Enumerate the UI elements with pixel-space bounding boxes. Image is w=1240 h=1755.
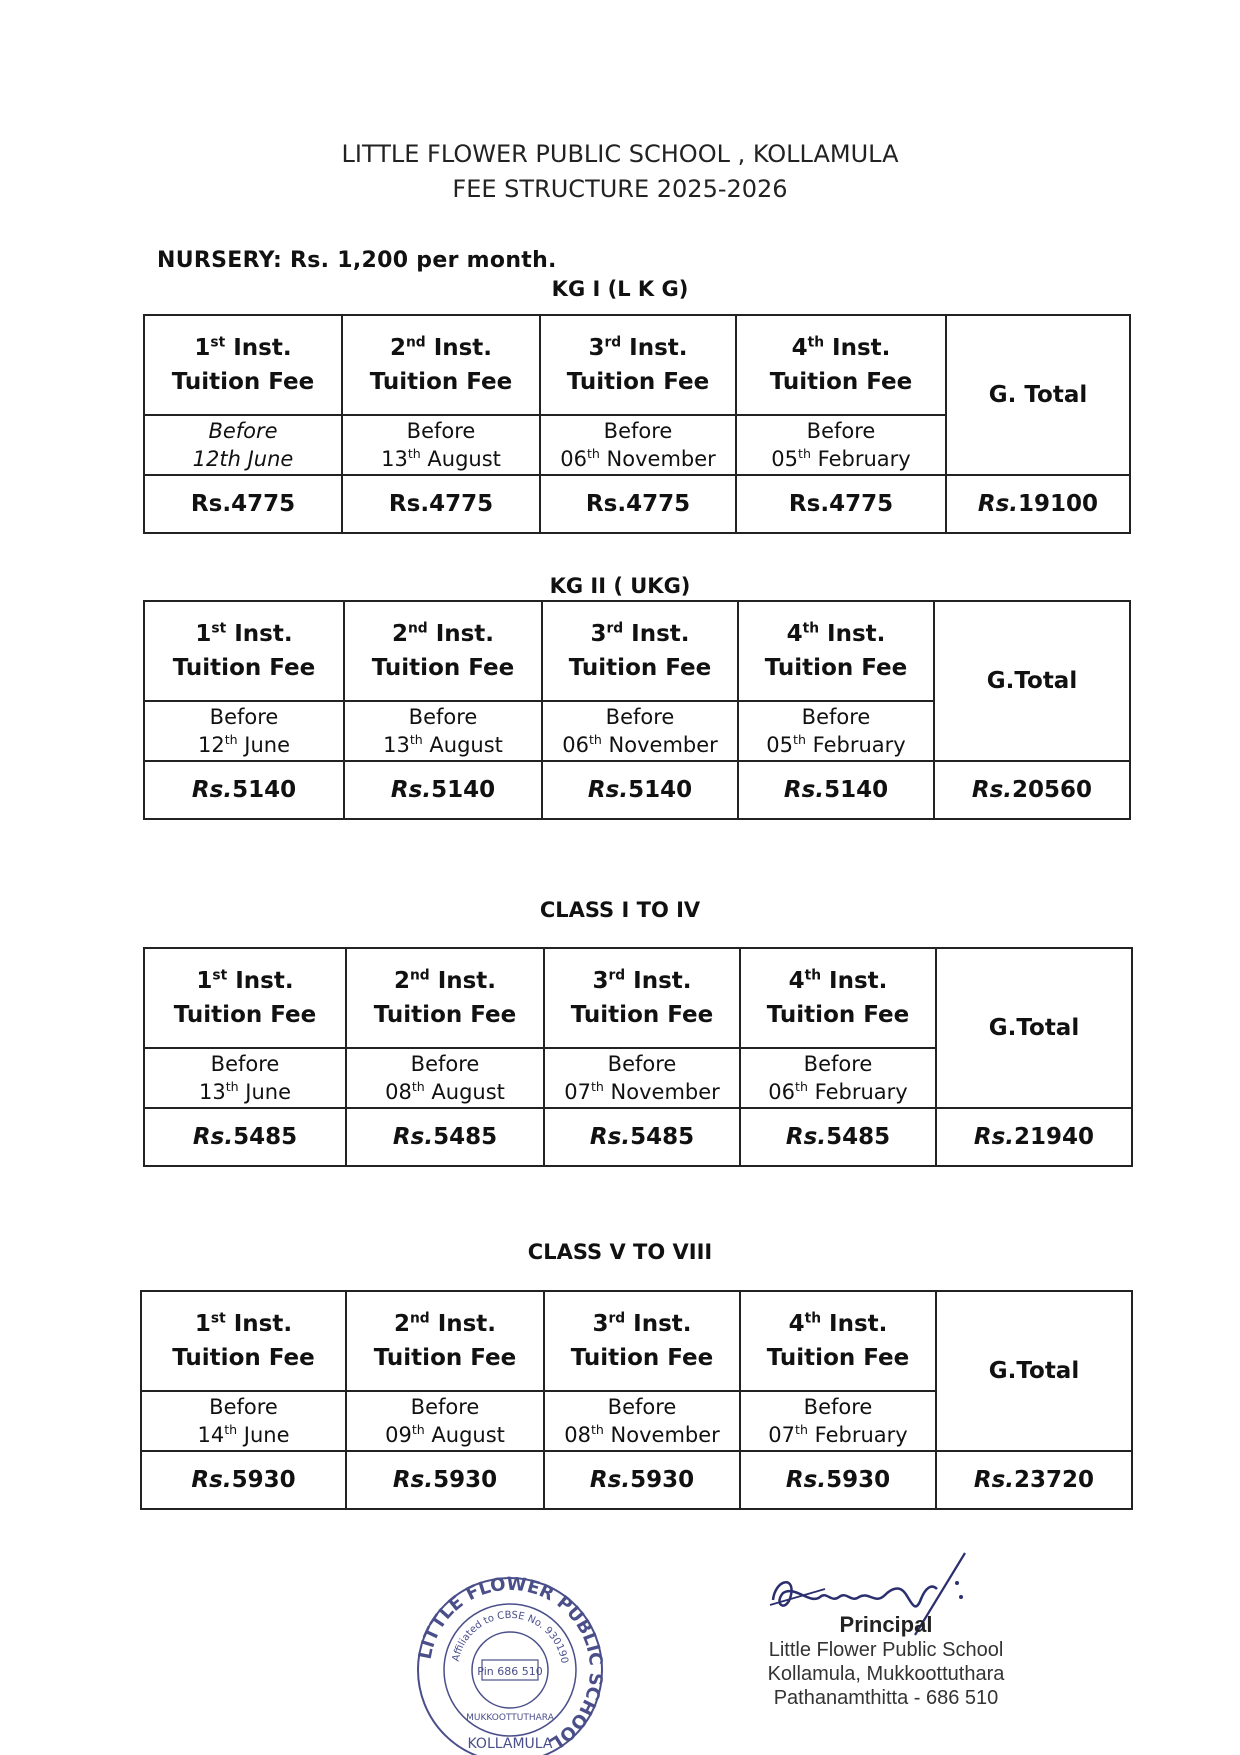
inst-number: 2 bbox=[393, 968, 410, 994]
inst-label: Inst. bbox=[829, 968, 888, 994]
installment-amount bbox=[542, 761, 738, 819]
school-name: LITTLE FLOWER PUBLIC SCHOOL , KOLLAMULA bbox=[341, 140, 899, 168]
inst-number: 4 bbox=[791, 335, 808, 361]
amount-value: 4775 bbox=[429, 491, 494, 517]
inst-ordinal: th bbox=[804, 967, 822, 984]
tuition-fee-label: Tuition Fee bbox=[566, 369, 710, 395]
before-label: Before bbox=[603, 419, 673, 443]
installment-amount bbox=[540, 475, 736, 533]
installment-header bbox=[544, 948, 740, 1048]
inst-number: 1 bbox=[194, 1311, 211, 1337]
installment-header bbox=[740, 948, 936, 1048]
installment-header bbox=[144, 315, 342, 415]
installment-amount bbox=[342, 475, 540, 533]
installment-amount bbox=[544, 1108, 740, 1166]
tuition-fee-label: Tuition Fee bbox=[172, 655, 316, 681]
currency-prefix: Rs. bbox=[390, 777, 432, 803]
currency-prefix: Rs. bbox=[192, 1124, 234, 1150]
before-label: Before bbox=[410, 1052, 480, 1076]
due-day: 13 bbox=[198, 1080, 226, 1104]
tuition-fee-label: Tuition Fee bbox=[373, 1345, 517, 1371]
installment-amount bbox=[738, 761, 934, 819]
inst-label: Inst. bbox=[827, 621, 886, 647]
before-label: Before bbox=[210, 1052, 280, 1076]
before-label: Before bbox=[209, 1395, 278, 1419]
inst-label: Inst. bbox=[437, 1311, 497, 1337]
inst-number: 4 bbox=[788, 968, 805, 994]
due-day: 14 bbox=[197, 1423, 225, 1447]
currency-prefix: Rs. bbox=[587, 777, 629, 803]
tuition-fee-label: Tuition Fee bbox=[568, 655, 712, 681]
fee-table bbox=[143, 314, 1131, 534]
due-month: June bbox=[247, 447, 294, 471]
due-date bbox=[738, 701, 934, 761]
seal-pin: Pin 686 510 bbox=[477, 1665, 543, 1678]
inst-label: Inst. bbox=[829, 1311, 888, 1337]
before-label: Before bbox=[605, 705, 675, 729]
seal-base-text: KOLLAMULA bbox=[467, 1736, 553, 1752]
installment-header bbox=[342, 315, 540, 415]
inst-ordinal: rd bbox=[608, 967, 626, 984]
due-day-suffix: th bbox=[409, 732, 423, 747]
amount-value: 5930 bbox=[826, 1467, 891, 1493]
section-title: KG II ( UKG) bbox=[549, 574, 691, 598]
grand-total-header: G.Total bbox=[934, 601, 1130, 761]
inst-ordinal: nd bbox=[409, 967, 430, 984]
school-seal-stamp bbox=[410, 1570, 610, 1755]
due-month: November bbox=[610, 1080, 720, 1104]
before-label: Before bbox=[607, 1052, 677, 1076]
seal-bottom-text: MUKKOOTTUTHARA bbox=[466, 1713, 554, 1723]
tuition-fee-label: Tuition Fee bbox=[570, 1002, 714, 1028]
due-day: 13 bbox=[381, 447, 408, 471]
amount-value: 4775 bbox=[626, 491, 691, 517]
due-day-suffix: th bbox=[795, 1079, 808, 1094]
inst-ordinal: rd bbox=[606, 620, 624, 637]
due-day-suffix: th bbox=[590, 1079, 604, 1094]
due-date bbox=[342, 415, 540, 475]
due-date bbox=[346, 1391, 544, 1451]
before-label: Before bbox=[801, 705, 871, 729]
before-label: Before bbox=[803, 1395, 873, 1419]
installment-header bbox=[740, 1291, 936, 1391]
amount-value: 5930 bbox=[433, 1467, 498, 1493]
due-day-suffix: th bbox=[590, 1422, 604, 1437]
principal-title: Principal bbox=[839, 1612, 933, 1637]
inst-label: Inst. bbox=[832, 335, 891, 361]
svg-text:LITTLE FLOWER PUBLIC SCHOOL bbox=[415, 1574, 606, 1754]
due-day: 05 bbox=[766, 733, 794, 757]
installment-amount bbox=[344, 761, 542, 819]
due-day: 05 bbox=[771, 447, 799, 471]
before-label: Before bbox=[607, 1395, 677, 1419]
inst-ordinal: st bbox=[210, 334, 226, 351]
currency-prefix: Rs. bbox=[388, 491, 430, 517]
currency-prefix: Rs. bbox=[191, 777, 233, 803]
currency-prefix: Rs. bbox=[190, 491, 232, 517]
due-date bbox=[544, 1391, 740, 1451]
fee-structure-title: FEE STRUCTURE 2025-2026 bbox=[452, 175, 788, 203]
due-month: February bbox=[814, 1423, 908, 1447]
due-month: June bbox=[245, 1080, 292, 1104]
due-day-suffix: th bbox=[407, 446, 421, 461]
currency-prefix: Rs. bbox=[589, 1124, 631, 1150]
section-title: CLASS V TO VIII bbox=[527, 1240, 713, 1264]
due-day-suffix: th bbox=[795, 1422, 808, 1437]
currency-prefix: Rs. bbox=[585, 491, 627, 517]
total-value: 19100 bbox=[1018, 491, 1099, 517]
amount-value: 5930 bbox=[231, 1467, 296, 1493]
currency-prefix: Rs. bbox=[977, 491, 1019, 517]
amount-value: 4775 bbox=[231, 491, 296, 517]
currency-prefix: Rs. bbox=[589, 1467, 631, 1493]
currency-prefix: Rs. bbox=[783, 777, 825, 803]
section-title: CLASS I TO IV bbox=[539, 898, 701, 922]
installment-header bbox=[344, 601, 542, 701]
amount-value: 5930 bbox=[630, 1467, 695, 1493]
currency-prefix: Rs. bbox=[973, 1467, 1015, 1493]
inst-label: Inst. bbox=[233, 1311, 293, 1337]
inst-number: 4 bbox=[786, 621, 803, 647]
inst-ordinal: th bbox=[804, 1310, 822, 1327]
due-day: 07 bbox=[768, 1423, 796, 1447]
due-day-suffix: th bbox=[225, 1079, 239, 1094]
nursery-fee-note: NURSERY: Rs. 1,200 per month. bbox=[157, 248, 557, 273]
signature-line-1: Little Flower Public School bbox=[768, 1639, 1004, 1661]
installment-amount bbox=[740, 1451, 936, 1509]
inst-label: Inst. bbox=[633, 968, 692, 994]
due-day-suffix: th bbox=[224, 732, 238, 747]
due-day: 06 bbox=[768, 1080, 796, 1104]
due-date bbox=[542, 701, 738, 761]
signature-line-2: Kollamula, Mukkoottuthara bbox=[767, 1663, 1005, 1685]
tuition-fee-label: Tuition Fee bbox=[171, 369, 315, 395]
due-day: 06 bbox=[560, 447, 587, 471]
due-day: 12th bbox=[192, 447, 241, 471]
amount-value: 5485 bbox=[826, 1124, 891, 1150]
installment-amount bbox=[736, 475, 946, 533]
inst-ordinal: rd bbox=[608, 1310, 626, 1327]
inst-number: 2 bbox=[393, 1311, 410, 1337]
amount-value: 5140 bbox=[431, 777, 496, 803]
fee-table bbox=[143, 947, 1133, 1167]
installment-amount bbox=[740, 1108, 936, 1166]
inst-label: Inst. bbox=[235, 968, 294, 994]
inst-number: 4 bbox=[788, 1311, 805, 1337]
tuition-fee-label: Tuition Fee bbox=[369, 369, 513, 395]
before-label: Before bbox=[806, 419, 876, 443]
signature-line-3: Pathanamthitta - 686 510 bbox=[773, 1687, 999, 1709]
installment-header bbox=[346, 1291, 544, 1391]
inst-label: Inst. bbox=[631, 621, 690, 647]
total-value: 23720 bbox=[1014, 1467, 1095, 1493]
currency-prefix: Rs. bbox=[392, 1467, 434, 1493]
inst-ordinal: st bbox=[212, 967, 228, 984]
due-month: November bbox=[608, 733, 718, 757]
due-date bbox=[141, 1391, 346, 1451]
before-label: Before bbox=[408, 705, 478, 729]
tuition-fee-label: Tuition Fee bbox=[766, 1345, 910, 1371]
tuition-fee-label: Tuition Fee bbox=[373, 1002, 517, 1028]
inst-ordinal: th bbox=[807, 334, 825, 351]
due-date bbox=[736, 415, 946, 475]
inst-ordinal: nd bbox=[409, 1310, 430, 1327]
installment-amount bbox=[144, 1108, 346, 1166]
grand-total-amount bbox=[946, 475, 1130, 533]
due-month: June bbox=[244, 733, 291, 757]
inst-number: 3 bbox=[592, 1311, 609, 1337]
inst-ordinal: rd bbox=[604, 334, 622, 351]
due-date bbox=[144, 1048, 346, 1108]
currency-prefix: Rs. bbox=[785, 1467, 827, 1493]
amount-value: 5485 bbox=[630, 1124, 695, 1150]
before-label: Before bbox=[208, 419, 278, 443]
grand-total-header: G.Total bbox=[936, 1291, 1132, 1451]
total-value: 20560 bbox=[1012, 777, 1093, 803]
tuition-fee-label: Tuition Fee bbox=[173, 1002, 317, 1028]
due-month: November bbox=[610, 1423, 720, 1447]
due-day-suffix: th bbox=[411, 1422, 425, 1437]
due-day: 13 bbox=[383, 733, 410, 757]
due-date bbox=[144, 701, 344, 761]
tuition-fee-label: Tuition Fee bbox=[769, 369, 913, 395]
currency-prefix: Rs. bbox=[973, 1124, 1015, 1150]
currency-prefix: Rs. bbox=[392, 1124, 434, 1150]
inst-label: Inst. bbox=[435, 621, 495, 647]
due-day-suffix: th bbox=[793, 732, 806, 747]
due-month: August bbox=[431, 1423, 505, 1447]
before-label: Before bbox=[209, 705, 279, 729]
inst-number: 2 bbox=[389, 335, 406, 361]
installment-header bbox=[542, 601, 738, 701]
fee-table bbox=[140, 1290, 1133, 1510]
due-day-suffix: th bbox=[586, 446, 600, 461]
amount-value: 4775 bbox=[829, 491, 894, 517]
before-label: Before bbox=[406, 419, 476, 443]
due-month: August bbox=[431, 1080, 505, 1104]
inst-number: 3 bbox=[588, 335, 605, 361]
installment-amount bbox=[141, 1451, 346, 1509]
grand-total-header: G.Total bbox=[936, 948, 1132, 1108]
inst-label: Inst. bbox=[233, 335, 292, 361]
inst-ordinal: nd bbox=[405, 334, 426, 351]
grand-total-header: G. Total bbox=[946, 315, 1130, 475]
installment-header bbox=[141, 1291, 346, 1391]
inst-ordinal: nd bbox=[407, 620, 428, 637]
installment-header bbox=[736, 315, 946, 415]
due-date bbox=[144, 415, 342, 475]
fee-table bbox=[143, 600, 1131, 820]
seal-ring-text: LITTLE FLOWER PUBLIC SCHOOL bbox=[414, 1573, 607, 1754]
amount-value: 5485 bbox=[433, 1124, 498, 1150]
principal-signature-block bbox=[756, 1612, 1016, 1710]
due-month: November bbox=[606, 447, 716, 471]
due-day: 06 bbox=[562, 733, 589, 757]
due-day: 09 bbox=[385, 1423, 412, 1447]
total-value: 21940 bbox=[1014, 1124, 1095, 1150]
section-title: KG I (L K G) bbox=[551, 277, 689, 301]
currency-prefix: Rs. bbox=[788, 491, 830, 517]
due-month: February bbox=[817, 447, 911, 471]
installment-amount bbox=[346, 1451, 544, 1509]
inst-number: 3 bbox=[592, 968, 609, 994]
inst-label: Inst. bbox=[629, 335, 688, 361]
due-month: February bbox=[814, 1080, 908, 1104]
inst-number: 1 bbox=[195, 621, 212, 647]
grand-total-amount bbox=[936, 1451, 1132, 1509]
due-date bbox=[540, 415, 736, 475]
before-label: Before bbox=[410, 1395, 480, 1419]
amount-value: 5140 bbox=[232, 777, 297, 803]
tuition-fee-label: Tuition Fee bbox=[371, 655, 515, 681]
inst-number: 3 bbox=[590, 621, 607, 647]
inst-number: 1 bbox=[196, 968, 213, 994]
inst-ordinal: st bbox=[211, 620, 227, 637]
inst-label: Inst. bbox=[437, 968, 497, 994]
tuition-fee-label: Tuition Fee bbox=[570, 1345, 714, 1371]
due-day: 12 bbox=[197, 733, 225, 757]
inst-label: Inst. bbox=[633, 1311, 692, 1337]
due-month: August bbox=[429, 733, 503, 757]
tuition-fee-label: Tuition Fee bbox=[172, 1345, 315, 1371]
installment-header bbox=[144, 601, 344, 701]
installment-amount bbox=[346, 1108, 544, 1166]
installment-header bbox=[346, 948, 544, 1048]
due-day: 07 bbox=[564, 1080, 591, 1104]
inst-label: Inst. bbox=[433, 335, 493, 361]
due-day-suffix: th bbox=[588, 732, 602, 747]
due-day: 08 bbox=[385, 1080, 412, 1104]
installment-amount bbox=[544, 1451, 740, 1509]
installment-amount bbox=[144, 475, 342, 533]
tuition-fee-label: Tuition Fee bbox=[766, 1002, 910, 1028]
due-date bbox=[544, 1048, 740, 1108]
grand-total-amount bbox=[934, 761, 1130, 819]
due-day-suffix: th bbox=[411, 1079, 425, 1094]
amount-value: 5140 bbox=[628, 777, 693, 803]
due-date bbox=[346, 1048, 544, 1108]
tuition-fee-label: Tuition Fee bbox=[764, 655, 908, 681]
inst-number: 2 bbox=[391, 621, 408, 647]
due-day: 08 bbox=[564, 1423, 591, 1447]
currency-prefix: Rs. bbox=[971, 777, 1013, 803]
inst-number: 1 bbox=[194, 335, 211, 361]
due-date bbox=[344, 701, 542, 761]
due-day-suffix: th bbox=[798, 446, 811, 461]
inst-ordinal: st bbox=[210, 1310, 226, 1327]
due-month: June bbox=[243, 1423, 290, 1447]
inst-label: Inst. bbox=[234, 621, 293, 647]
installment-header bbox=[738, 601, 934, 701]
currency-prefix: Rs. bbox=[191, 1467, 232, 1493]
installment-header bbox=[144, 948, 346, 1048]
due-day-suffix: th bbox=[224, 1422, 238, 1437]
currency-prefix: Rs. bbox=[785, 1124, 827, 1150]
installment-header bbox=[540, 315, 736, 415]
due-date bbox=[740, 1391, 936, 1451]
installment-header bbox=[544, 1291, 740, 1391]
amount-value: 5485 bbox=[233, 1124, 298, 1150]
due-month: February bbox=[812, 733, 906, 757]
grand-total-amount bbox=[936, 1108, 1132, 1166]
seal-inner-text: Affiliated to CBSE No. 930190 bbox=[450, 1609, 570, 1665]
inst-ordinal: th bbox=[802, 620, 820, 637]
due-date bbox=[740, 1048, 936, 1108]
due-month: August bbox=[427, 447, 501, 471]
amount-value: 5140 bbox=[824, 777, 889, 803]
before-label: Before bbox=[803, 1052, 873, 1076]
installment-amount bbox=[144, 761, 344, 819]
